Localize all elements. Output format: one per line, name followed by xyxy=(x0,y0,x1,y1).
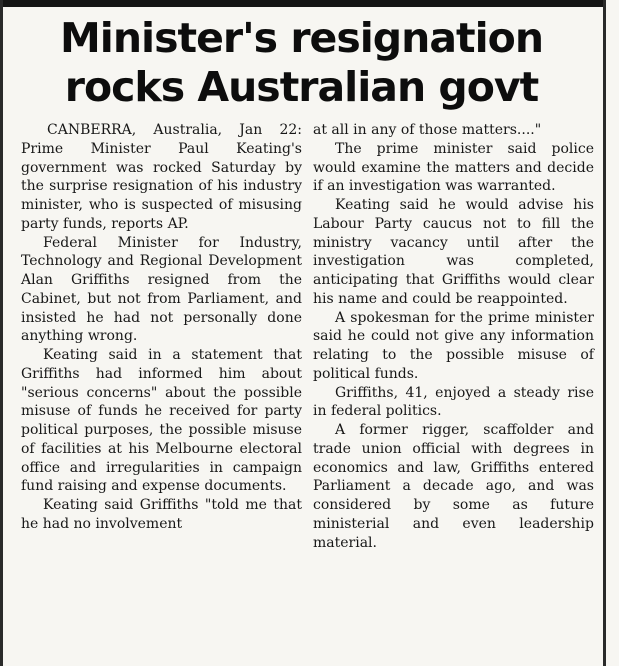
paragraph-continued: at all in any of those matters...." xyxy=(313,122,542,138)
headline-line-2: rocks Australian govt xyxy=(64,63,539,111)
paragraph: A spokesman for the prime minister said he could not give any information relating to the possible misuse of political funds. xyxy=(313,309,594,382)
article-column-left xyxy=(21,121,302,534)
paragraph: The prime minister said police would examine the matters and decide if an investigation was warranted. xyxy=(313,140,594,195)
article-column-right xyxy=(313,121,594,552)
paragraph: Keating said in a statement that Griffiths had informed him about "serious concerns" about the possible misuse of funds he received for party political purposes, the possible misuse of facilities at his Melbourne electoral office and irregularities in campaign fund raising and expense documents. xyxy=(21,347,302,495)
paragraph-dateline: CANBERRA, Australia, Jan 22: Prime Minister Paul Keating's government was rocked Saturday by the surprise resignation of his industry minister, who is suspected of misusing party funds, reports AP. xyxy=(21,122,302,232)
paragraph: A former rigger, scaffolder and trade union official with degrees in economics and law, Griffiths entered Parliament a decade ago, and was considered by some as future ministerial and even leadership material. xyxy=(313,422,594,551)
paragraph: Griffiths, 41, enjoyed a steady rise in federal politics. xyxy=(313,384,594,420)
top-rule xyxy=(0,0,603,7)
paragraph: Federal Minister for Industry, Technology and Regional Development Alan Griffiths resigned from the Cabinet, but not from Parliament, and insisted he had not personally done anything wrong. xyxy=(21,234,302,345)
headline xyxy=(0,14,603,112)
paragraph: Keating said Griffiths "told me that he had no involvement xyxy=(21,497,302,532)
paragraph: Keating said he would advise his Labour Party caucus not to fill the ministry vacancy until after the investigation was completed, anticipating that Griffiths would clear his name and could be reappointed. xyxy=(313,197,594,307)
right-border xyxy=(603,0,606,666)
headline-line-1: Minister's resignation xyxy=(59,14,544,62)
